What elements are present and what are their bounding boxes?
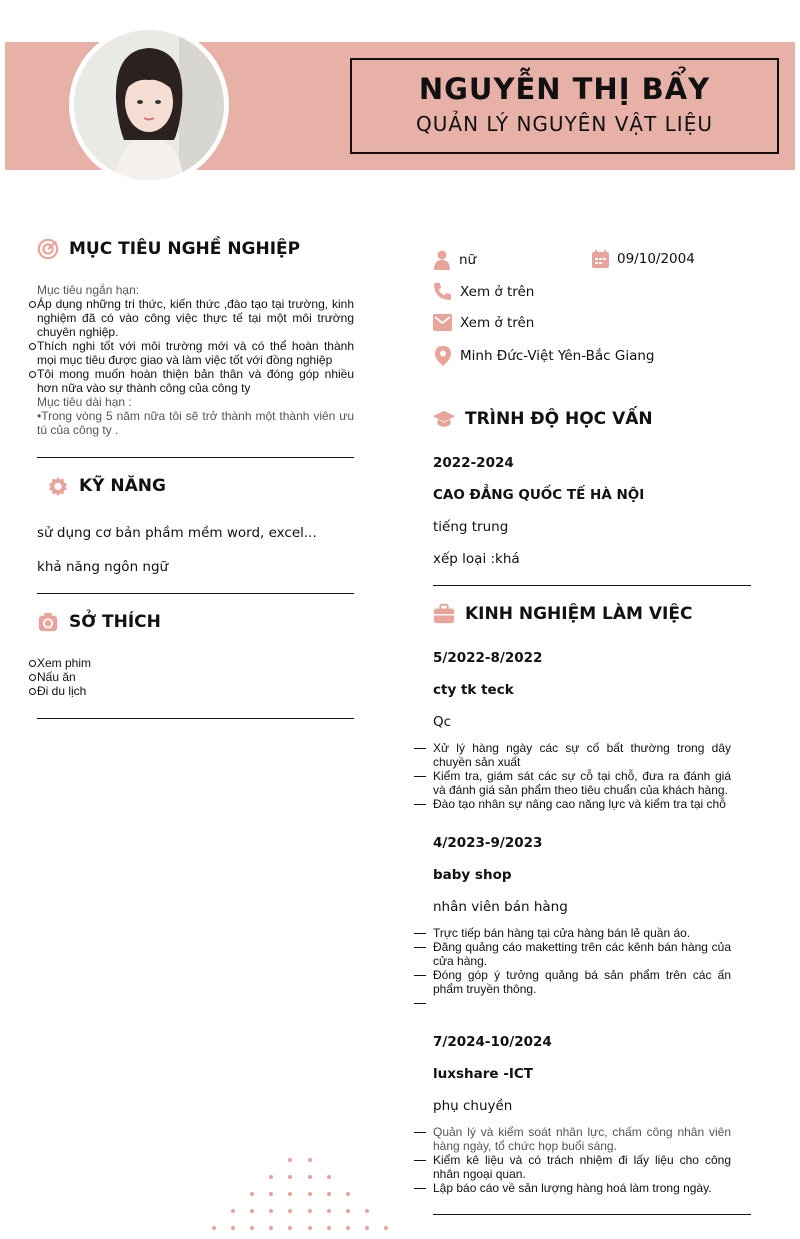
decorative-dot xyxy=(308,1175,312,1179)
contact-dob xyxy=(592,250,695,268)
decorative-dot xyxy=(308,1158,312,1162)
graduation-cap-icon xyxy=(433,408,455,430)
education-heading xyxy=(433,408,653,430)
decorative-dot xyxy=(231,1226,235,1230)
decorative-dot xyxy=(269,1209,273,1213)
objective-body xyxy=(37,283,354,437)
job-position: phụ chuyền xyxy=(433,1098,513,1114)
gender-value: nữ xyxy=(459,252,477,268)
list-item xyxy=(433,996,731,1010)
contact-address xyxy=(435,346,654,366)
divider xyxy=(37,457,354,458)
decorative-dot xyxy=(269,1192,273,1196)
list-item: Kiểm tra, giám sát các sự cỗ tại chỗ, đưa ra đánh giá và đánh giá sản phẩm theo tiêu chuẩn của khách hàng. xyxy=(433,769,731,797)
job-title: QUẢN LÝ NGUYÊN VẬT LIỆU xyxy=(416,112,713,136)
divider xyxy=(37,718,354,719)
experience-title: KINH NGHIỆM LÀM VIỆC xyxy=(465,604,693,624)
decorative-dot xyxy=(346,1226,350,1230)
decorative-dot xyxy=(250,1226,254,1230)
list-item: Đào tạo nhân sự nâng cao năng lực và kiểm tra tại chỗ xyxy=(433,797,731,811)
decorative-dot xyxy=(327,1226,331,1230)
list-item: Quản lý và kiểm soát nhân lực, chấm công nhân viên hàng ngày, tổ chức họp buổi sáng. xyxy=(433,1125,731,1153)
list-item: Tôi mong muốn hoàn thiện bản thân và đóng góp nhiều hơn nữa vào sự thành công của công ty xyxy=(37,367,354,395)
name-box xyxy=(350,58,779,154)
list-item: Trực tiếp bán hàng tại cửa hàng bán lẻ quần áo. xyxy=(433,926,731,940)
long-term-text: •Trong vòng 5 năm nữa tôi sẽ trở thành một thành viên ưu tú của công ty . xyxy=(37,409,354,437)
calendar-icon xyxy=(592,250,609,268)
job-tasks xyxy=(433,1125,731,1195)
decorative-dot xyxy=(346,1192,350,1196)
school-name: CAO ĐẲNG QUỐC TẾ HÀ NỘI xyxy=(433,487,645,503)
divider xyxy=(433,1214,751,1215)
gear-icon xyxy=(47,475,69,497)
job-company: cty tk teck xyxy=(433,682,514,698)
divider xyxy=(37,593,354,594)
list-item: Thích nghi tốt với môi trường mới và có thể hoàn thành mọi mục tiêu được giao và làm việc tốt với đồng nghiệp xyxy=(37,339,354,367)
job-company: luxshare -ICT xyxy=(433,1066,533,1082)
job-period: 7/2024-10/2024 xyxy=(433,1034,552,1050)
decorative-dots xyxy=(210,1155,390,1239)
target-icon xyxy=(37,238,59,260)
decorative-dot xyxy=(288,1192,292,1196)
job-position: nhân viên bán hàng xyxy=(433,899,568,915)
full-name: NGUYỄN THỊ BẨY xyxy=(418,72,711,106)
job-company: baby shop xyxy=(433,867,512,883)
major: tiếng trung xyxy=(433,519,509,535)
experience-heading xyxy=(433,603,692,625)
education-period: 2022-2024 xyxy=(433,455,514,471)
email-value: Xem ở trên xyxy=(460,314,535,331)
decorative-dot xyxy=(288,1209,292,1213)
decorative-dot xyxy=(327,1209,331,1213)
decorative-dot xyxy=(365,1226,369,1230)
email-icon xyxy=(433,314,452,331)
decorative-dot xyxy=(250,1209,254,1213)
list-item: Đi du lịch xyxy=(37,684,337,698)
short-term-list xyxy=(37,297,354,395)
phone-value: Xem ở trên xyxy=(460,283,535,300)
list-item: Nấu ăn xyxy=(37,670,337,684)
hobbies-list xyxy=(37,656,337,698)
decorative-dot xyxy=(384,1226,388,1230)
decorative-dot xyxy=(212,1226,216,1230)
address-value: Minh Đức-Việt Yên-Bắc Giang xyxy=(460,348,655,364)
grade: xếp loại :khá xyxy=(433,551,520,567)
contact-gender xyxy=(433,250,476,270)
decorative-dot xyxy=(327,1192,331,1196)
education-title: TRÌNH ĐỘ HỌC VẤN xyxy=(465,409,653,429)
objective-title: MỤC TIÊU NGHỀ NGHIỆP xyxy=(69,239,301,259)
job-period: 5/2022-8/2022 xyxy=(433,650,543,666)
divider xyxy=(433,585,751,586)
job-position: Qc xyxy=(433,714,452,730)
decorative-dot xyxy=(308,1192,312,1196)
skill-item: sử dụng cơ bản phầm mềm word, excel... xyxy=(37,525,317,541)
short-term-label: Mục tiêu ngắn hạn: xyxy=(37,283,140,297)
decorative-dot xyxy=(250,1192,254,1196)
decorative-dot xyxy=(269,1226,273,1230)
contact-email xyxy=(433,314,534,331)
objective-heading xyxy=(37,238,300,260)
job-tasks xyxy=(433,741,731,811)
decorative-dot xyxy=(327,1175,331,1179)
decorative-dot xyxy=(308,1209,312,1213)
decorative-dot xyxy=(288,1226,292,1230)
decorative-dot xyxy=(269,1175,273,1179)
list-item: Xem phim xyxy=(37,656,337,670)
list-item: Xử lý hàng ngày các sự cố bất thường trong dây chuyền sản xuất xyxy=(433,741,731,769)
list-item: Lập báo cáo về sản lượng hàng hoá làm trong ngày. xyxy=(433,1181,731,1195)
hobbies-heading xyxy=(37,611,161,633)
avatar xyxy=(69,25,229,185)
list-item: Áp dụng những tri thức, kiến thức ,đào tạo tại trường, kinh nghiệm đã có vào công việc thực tế tại một môi trường chuyên nghiệp. xyxy=(37,297,354,339)
decorative-dot xyxy=(365,1209,369,1213)
briefcase-icon xyxy=(433,603,455,625)
camera-icon xyxy=(37,611,59,633)
list-item: Đăng quảng cáo maketting trên các kênh bán hàng của cửa hàng. xyxy=(433,940,731,968)
decorative-dot xyxy=(288,1158,292,1162)
job-period: 4/2023-9/2023 xyxy=(433,835,543,851)
location-pin-icon xyxy=(435,346,451,366)
list-item: Kiểm kê liệu và có trách nhiệm đi lấy liệu cho công nhân ngoại quan. xyxy=(433,1153,731,1181)
profile-photo xyxy=(74,30,224,180)
job-tasks xyxy=(433,926,731,1010)
skills-title: KỸ NĂNG xyxy=(79,476,166,496)
decorative-dot xyxy=(288,1175,292,1179)
long-term-label: Mục tiêu dài hạn : xyxy=(37,395,132,409)
skill-item: khả năng ngôn ngữ xyxy=(37,559,169,575)
decorative-dot xyxy=(308,1226,312,1230)
decorative-dot xyxy=(346,1209,350,1213)
list-item: Đóng góp ý tưởng quảng bá sản phẩm trên các ấn phẩm truyền thông. xyxy=(433,968,731,996)
skills-heading xyxy=(47,475,166,497)
contact-phone xyxy=(433,282,534,301)
user-icon xyxy=(433,250,451,270)
decorative-dot xyxy=(231,1209,235,1213)
hobbies-title: SỞ THÍCH xyxy=(69,612,161,632)
phone-icon xyxy=(433,282,452,301)
dob-value: 09/10/2004 xyxy=(617,251,695,267)
